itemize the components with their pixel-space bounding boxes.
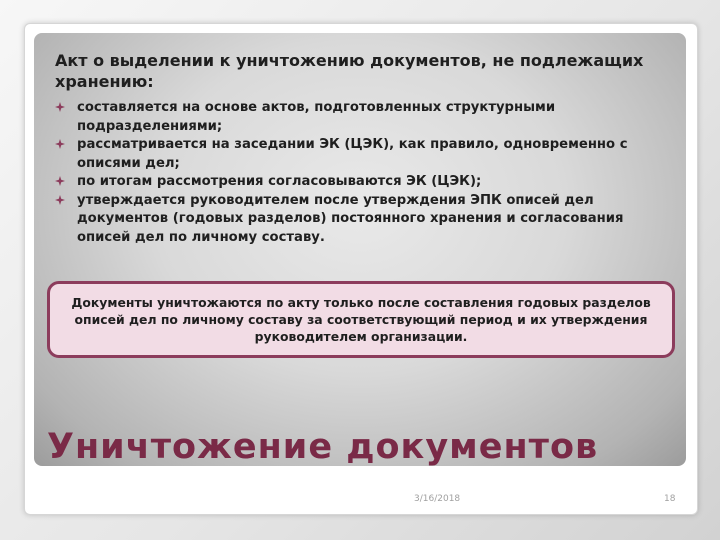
bullet-text: утверждается руководителем после утверждения ЭПК описей дел документов (годовых разделов) постоянного хранения и согласования описей дел по личному составу. xyxy=(77,192,624,245)
footer-date: 3/16/2018 xyxy=(414,494,461,504)
callout-box xyxy=(47,281,675,358)
content-panel xyxy=(34,33,686,466)
bullet-text: составляется на основе актов, подготовленных структурными подразделениями; xyxy=(77,100,556,134)
diamond-bullet-icon xyxy=(55,195,65,205)
bullet-item xyxy=(55,99,675,136)
bullet-item xyxy=(55,192,675,248)
callout-text: Документы уничтожаются по акту только после составления годовых разделов описей дел по личному составу за соответствующий период и их утверждения руководителем организации. xyxy=(71,295,651,344)
bullet-item xyxy=(55,136,675,173)
bullet-text: по итогам рассмотрения согласовываются ЭК (ЦЭК); xyxy=(77,174,482,189)
bullet-list xyxy=(55,99,675,247)
diamond-bullet-icon xyxy=(55,139,65,149)
page-number: 18 xyxy=(664,494,676,504)
bullet-item xyxy=(55,173,675,192)
diamond-bullet-icon xyxy=(55,176,65,186)
bullet-text: рассматривается на заседании ЭК (ЦЭК), как правило, одновременно с описями дел; xyxy=(77,137,628,171)
slide-heading: Акт о выделении к уничтожению документов, не подлежащих хранению: xyxy=(55,51,644,91)
diamond-bullet-icon xyxy=(55,102,65,112)
slide-title: Уничтожение документов xyxy=(47,427,599,467)
